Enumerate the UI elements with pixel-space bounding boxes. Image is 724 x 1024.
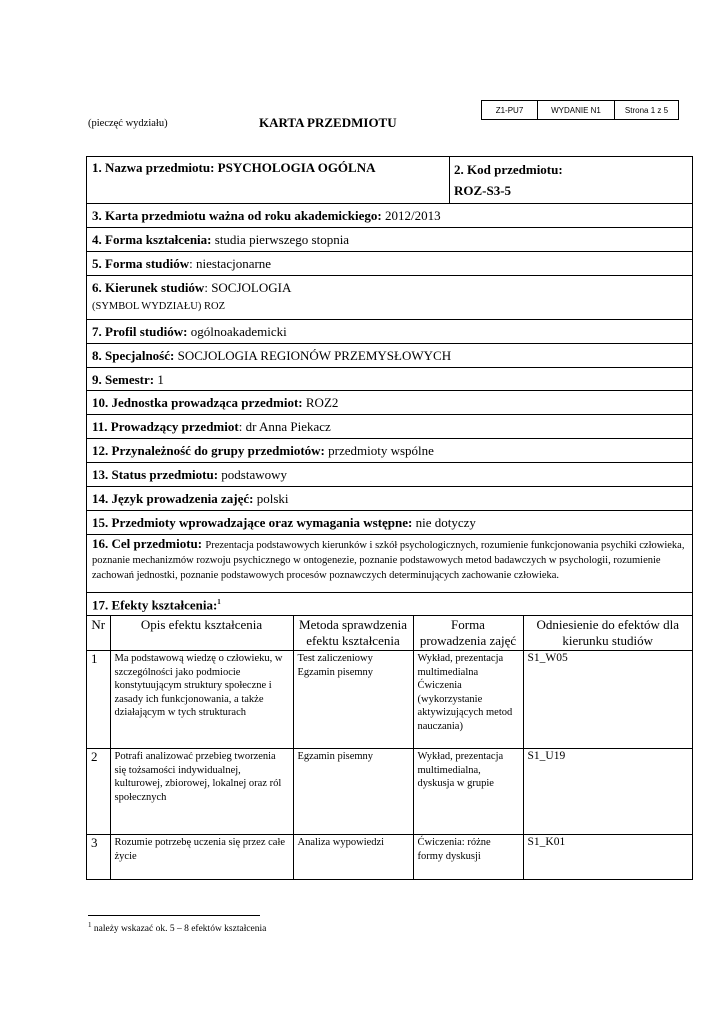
footnote-divider (88, 915, 260, 916)
row-specialization: 8. Specjalność: SOCJOLOGIA REGIONÓW PRZEMYSŁOWYCH (87, 344, 692, 368)
doc-code: Z1-PU7 (495, 105, 524, 115)
row-semester: 9. Semestr: 1 (87, 368, 692, 391)
row-lecturer: 11. Prowadzący przedmiot: dr Anna Piekacz (87, 415, 692, 439)
table-row: 2 Potrafi analizować przebieg tworzenia się tożsamości indywidualnej, kulturowej, zbiorowej, lokalnej oraz ról społecznych Egzamin pisemny Wykład, prezentacja multimedialna, dyskusja w grupie S1_U19 (87, 749, 692, 835)
outcomes-table (87, 615, 692, 879)
footnote: $^1$ należy wskazać ok. 5 – 8 efektów kształcenia (88, 921, 267, 935)
row-course-goal: 16. Cel przedmiotu: Prezentacja podstawowych kierunków i szkół psychologicznych, rozumienie funkcjonowania psychiki człowieka, poznanie mechanizmów rozwoju psychicznego w ontogenezie, poznanie podstawowych metod badawczych w psychologii, rozumienie zachowań jednostki, poznanie podstawowych procesów poznawczych determinujących zachowanie człowieka. (87, 535, 692, 593)
table-row: 3 Rozumie potrzebę uczenia się przez całe życie Analiza wypowiedzi Ćwiczenia: różne formy dyskusji S1_K01 (87, 835, 692, 879)
header-nr: Nr (87, 616, 110, 651)
row-unit: 10. Jednostka prowadząca przedmiot: ROZ2 (87, 391, 692, 415)
row-education-form: 4. Forma kształcenia: studia pierwszego stopnia (87, 228, 692, 252)
label-course-code: 2. Kod przedmiotu: (454, 162, 563, 177)
course-card (86, 156, 693, 880)
table-header-row (87, 616, 692, 651)
faculty-symbol: (SYMBOL WYDZIAŁU) ROZ (92, 301, 225, 312)
header-method: Metoda sprawdzenia efektu kształcenia (293, 616, 413, 651)
row-valid-year: 3. Karta przedmiotu ważna od roku akademickiego: 2012/2013 (87, 204, 692, 228)
row-field-of-study: 6. Kierunek studiów: SOCJOLOGIA (SYMBOL WYDZIAŁU) ROZ (87, 276, 692, 320)
document-code-box (481, 100, 679, 120)
row-course-group: 12. Przynależność do grupy przedmiotów: przedmioty wspólne (87, 439, 692, 463)
header-description: Opis efektu kształcenia (110, 616, 293, 651)
label-course-name: 1. Nazwa przedmiotu: (92, 160, 215, 175)
course-goal-text: Prezentacja podstawowych kierunków i szkół psychologicznych, rozumienie funkcjonowania psychiki człowieka, poznanie mechanizmów rozwoju psychicznego w ontogenezie, poznanie podstawowych metod badawczych w psychologii, rozumienie zachowań jednostki, poznanie podstawowych procesów poznawczych determinujących zachowanie człowieka. (92, 540, 685, 581)
page-title: KARTA PRZEDMIOTU (259, 115, 397, 130)
doc-edition: WYDANIE N1 (537, 101, 614, 119)
faculty-stamp: (pieczęć wydziału) (88, 118, 168, 129)
table-row: 1 Ma podstawową wiedzę o człowieku, w szczególności jako podmiocie konstytuującym struktury społeczne i zasady ich funkcjonowania, a także działającym w tych strukturach Test zaliczeniowy Egzamin pisemny Wykład, prezentacja multimedialna Ćwiczenia (wykorzystanie aktywizujących metod nauczania) S1_W05 (87, 651, 692, 749)
row-learning-outcomes: 17. Efekty kształcenia:$^1$ (92, 597, 221, 613)
row-study-form: 5. Forma studiów: niestacjonarne (87, 252, 692, 276)
row-status: 13. Status przedmiotu: podstawowy (87, 463, 692, 487)
row-language: 14. Język prowadzenia zajęć: polski (87, 487, 692, 511)
header-form: Forma prowadzenia zajęć (413, 616, 523, 651)
value-course-name: PSYCHOLOGIA OGÓLNA (217, 160, 376, 175)
header-reference: Odniesienie do efektów dla kierunku studiów (523, 616, 692, 651)
doc-page: Strona 1 z 5 (614, 101, 678, 119)
value-course-code: ROZ-S3-5 (454, 183, 512, 198)
row-prerequisites: 15. Przedmioty wprowadzające oraz wymagania wstępne: nie dotyczy (87, 511, 692, 535)
row-profile: 7. Profil studiów: ogólnoakademicki (87, 320, 692, 344)
row-course-name (87, 157, 692, 204)
